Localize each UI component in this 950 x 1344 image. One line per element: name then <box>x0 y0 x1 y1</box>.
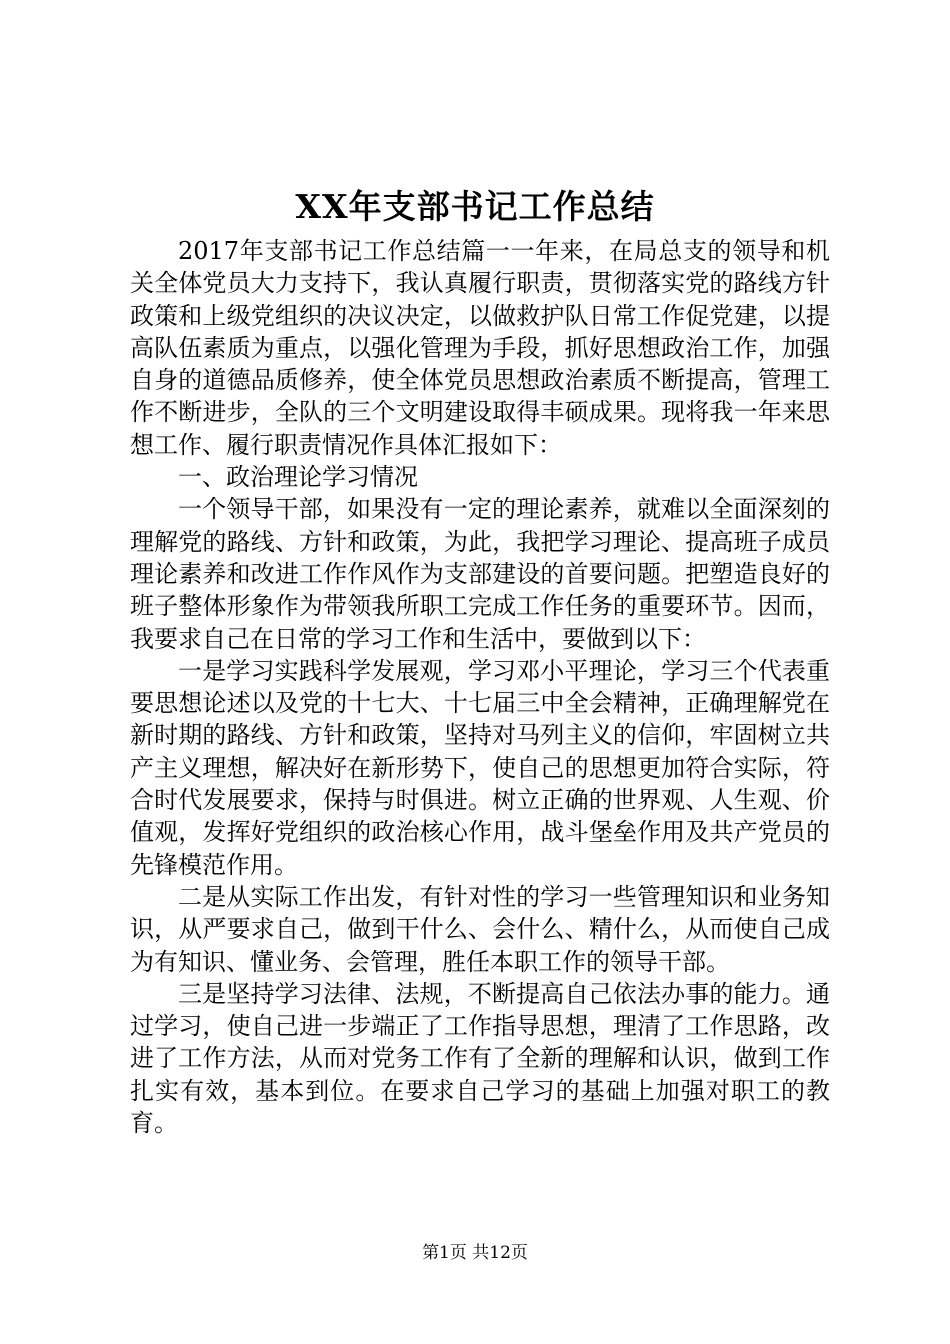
document-title: XX年支部书记工作总结 <box>295 187 655 226</box>
paragraph-point-three: 三是坚持学习法律、法规，不断提高自己依法办事的能力。通过学习，使自己进一步端正了工作指导思想，理清了工作思路，改进了工作方法，从而对党务工作有了全新的理解和认识，做到工作扎实有效，基本到位。在要求自己学习的基础上加强对职工的教育。 <box>130 979 830 1138</box>
page-number-footer: 第1页 共12页 <box>422 1243 528 1263</box>
paragraph-point-one: 一是学习实践科学发展观，学习邓小平理论，学习三个代表重要思想论述以及党的十七大、十七届三中全会精神，正确理解党在新时期的路线、方针和政策，坚持对马列主义的信仰，牢固树立共产主义理想，解决好在新形势下，使自己的思想更加符合实际，符合时代发展要求，保持与时俱进。树立正确的世界观、人生观、价值观，发挥好党组织的政治核心作用，战斗堡垒作用及共产党员的先锋模范作用。 <box>130 656 830 879</box>
section-heading: 一、政治理论学习情况 <box>178 463 418 492</box>
document-body <box>130 235 830 1139</box>
paragraph-theory: 一个领导干部，如果没有一定的理论素养，就难以全面深刻的理解党的路线、方针和政策，为此，我把学习理论、提高班子成员理论素养和改进工作作风作为支部建设的首要问题。把塑造良好的班子整体形象作为带领我所职工完成工作任务的重要环节。因而，我要求自己在日常的学习工作和生活中，要做到以下： <box>130 495 830 653</box>
paragraph-intro: 2017年支部书记工作总结篇一一年来，在局总支的领导和机关全体党员大力支持下，我认真履行职责，贯彻落实党的路线方针政策和上级党组织的决议决定，以做救护队日常工作促党建，以提高队伍素质为重点，以强化管理为手段，抓好思想政治工作，加强自身的道德品质修养，使全体党员思想政治素质不断提高，管理工作不断进步，全队的三个文明建设取得丰硕成果。现将我一年来思想工作、履行职责情况作具体汇报如下： <box>130 237 830 459</box>
paragraph-point-two: 二是从实际工作出发，有针对性的学习一些管理知识和业务知识，从严要求自己，做到干什么、会什么、精什么，从而使自己成为有知识、懂业务、会管理，胜任本职工作的领导干部。 <box>130 882 830 976</box>
